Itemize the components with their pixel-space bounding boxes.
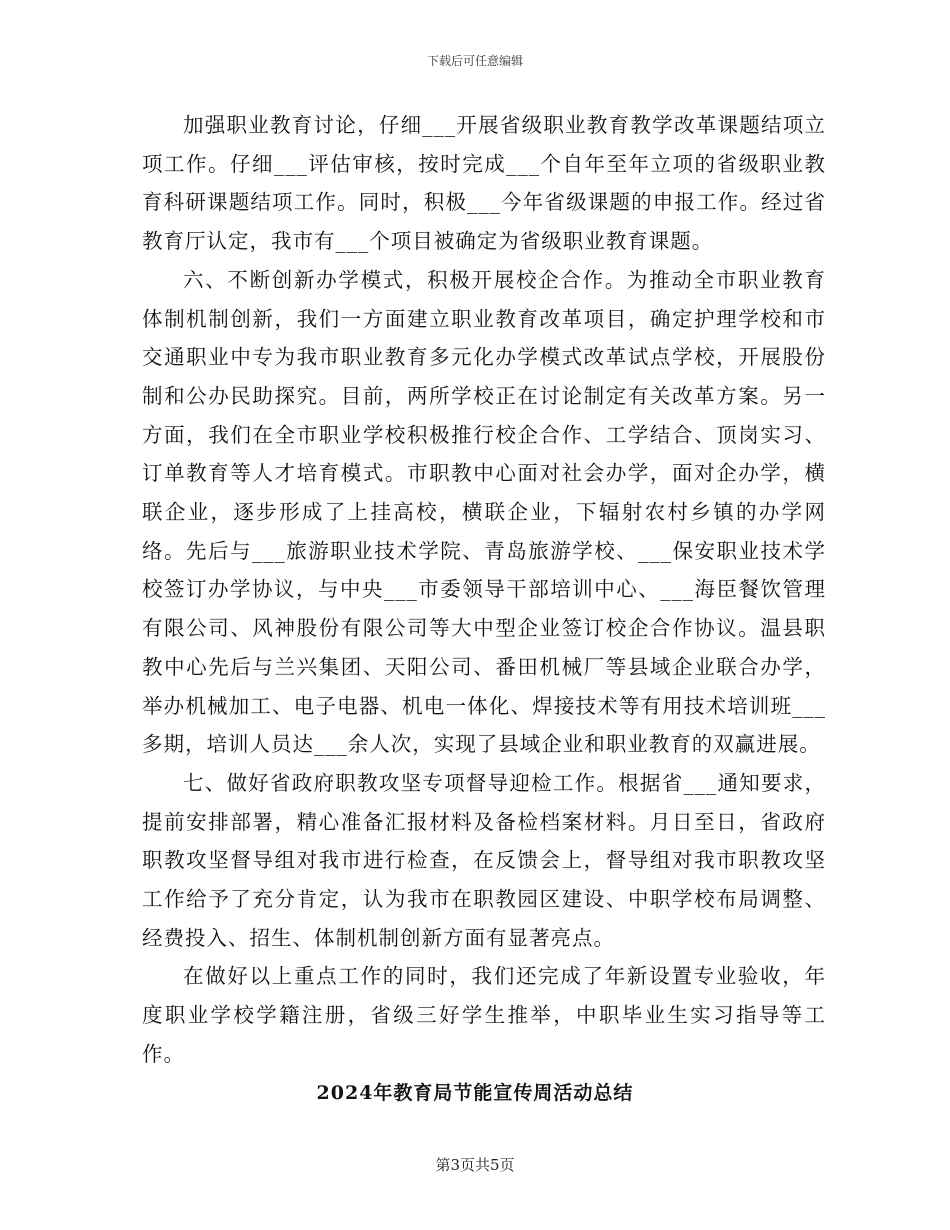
page-header-note: 下载后可任意编辑 (426, 54, 523, 68)
section-title: 2024年教育局节能宣传周活动总结 (316, 1082, 634, 1104)
paragraph-inspection-work: 七、做好省政府职教攻坚专项督导迎检工作。根据省___通知要求，提前安排部署，精心准备汇报材料及备检档案材料。月日至日，省政府职教攻坚督导组对我市进行检查，在反馈会上，督导组对我市职教攻坚工作给予了充分肯定，认为我市在职教园区建设、中职学校布局调整、经费投入、招生、体制机制创新方面有显著亮点。 (142, 770, 826, 950)
paragraph-other-work: 在做好以上重点工作的同时，我们还完成了年新设置专业验收，年度职业学校学籍注册，省级三好学生推举，中职毕业生实习指导等工作。 (142, 964, 826, 1066)
paragraph-school-enterprise-cooperation: 六、不断创新办学模式，积极开展校企合作。为推动全市职业教育体制机制创新，我们一方面建立职业教育改革项目，确定护理学校和市交通职业中专为我市职业教育多元化办学模式改革试点学校，开展股份制和公办民助探究。目前，两所学校正在讨论制定有关改革方案。另一方面，我们在全市职业学校积极推行校企合作、工学结合、顶岗实习、订单教育等人才培育模式。市职教中心面对社会办学，面对企办学，横联企业，逐步形成了上挂高校，横联企业，下辐射农村乡镇的办学网络。先后与___旅游职业技术学院、青岛旅游学校、___保安职业技术学校签订办学协议，与中央___市委领导干部培训中心、___海臣餐饮管理有限公司、风神股份有限公司等大中型企业签订校企合作协议。温县职教中心先后与兰兴集团、天阳公司、番田机械厂等县域企业联合办学，举办机械加工、电子电器、机电一体化、焊接技术等有用技术培训班___多期，培训人员达___余人次，实现了县域企业和职业教育的双赢进展。 (142, 267, 826, 757)
page-number: 第3页共5页 (435, 1156, 515, 1174)
document-body (142, 106, 826, 1074)
paragraph-research-projects: 加强职业教育讨论，仔细___开展省级职业教育教学改革课题结项立项工作。仔细___评估审核，按时完成___个自年至年立项的省级职业教育科研课题结项工作。同时，积极___今年省级课题的申报工作。经过省教育厅认定，我市有___个项目被确定为省级职业教育课题。 (142, 113, 826, 254)
